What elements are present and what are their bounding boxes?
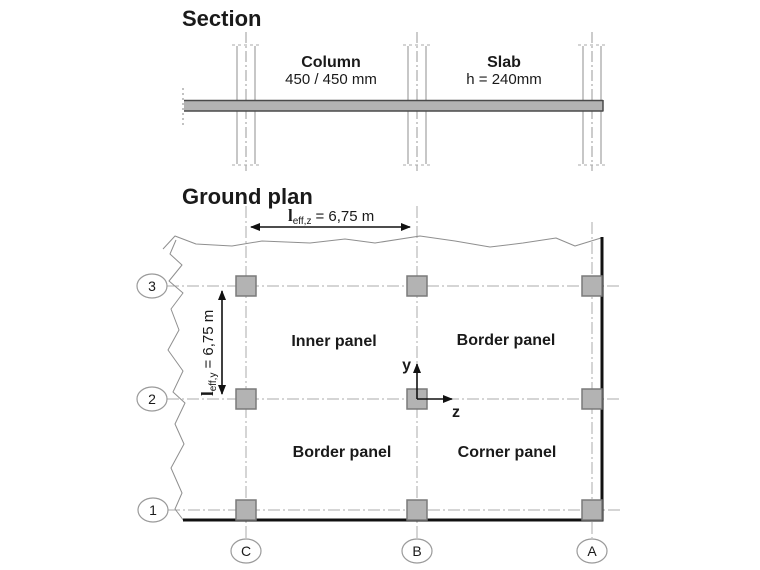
column-c2	[236, 389, 256, 409]
slab-thickness-value: h = 240mm	[466, 71, 542, 88]
dimension-leff-y-label: leff,y= 6,75 m	[198, 309, 219, 396]
inner-panel-label: Inner panel	[291, 333, 377, 350]
ground-plan-view	[137, 184, 621, 563]
column-size-value: 450 / 450 mm	[285, 71, 377, 88]
col-label-a: A	[587, 543, 597, 559]
ground-plan-title: Ground plan	[182, 184, 313, 209]
column-b1	[407, 500, 427, 520]
col-label-c: C	[240, 543, 252, 559]
column-a3	[582, 276, 602, 296]
axis-z-label: z	[452, 404, 460, 421]
section-title: Section	[182, 6, 262, 31]
plan-columns	[236, 276, 602, 520]
row-label-3: 3	[148, 278, 156, 294]
column-c3	[236, 276, 256, 296]
column-a1	[582, 500, 602, 520]
top-break-line	[163, 236, 601, 249]
col-label-b: B	[412, 543, 422, 559]
row-label-2: 2	[148, 391, 156, 407]
slab-label: Slab	[487, 54, 521, 71]
column-a2	[582, 389, 602, 409]
dimension-leff-z	[251, 206, 410, 227]
border-panel-bottom-label: Border panel	[292, 444, 392, 461]
dimension-leff-y	[198, 291, 222, 396]
slab-fill	[184, 101, 603, 112]
dimension-leff-z-label: leff,z = 6,75 m	[288, 206, 375, 227]
corner-panel-label: Corner panel	[457, 444, 557, 461]
column-label: Column	[301, 54, 361, 71]
left-break-line	[168, 240, 185, 521]
row-label-1: 1	[149, 502, 157, 518]
grid-lines	[167, 206, 621, 538]
axis-y-label: y	[402, 357, 411, 374]
column-c1	[236, 500, 256, 520]
border-panel-top-label: Border panel	[456, 332, 556, 349]
column-b3	[407, 276, 427, 296]
section-view	[182, 6, 606, 171]
